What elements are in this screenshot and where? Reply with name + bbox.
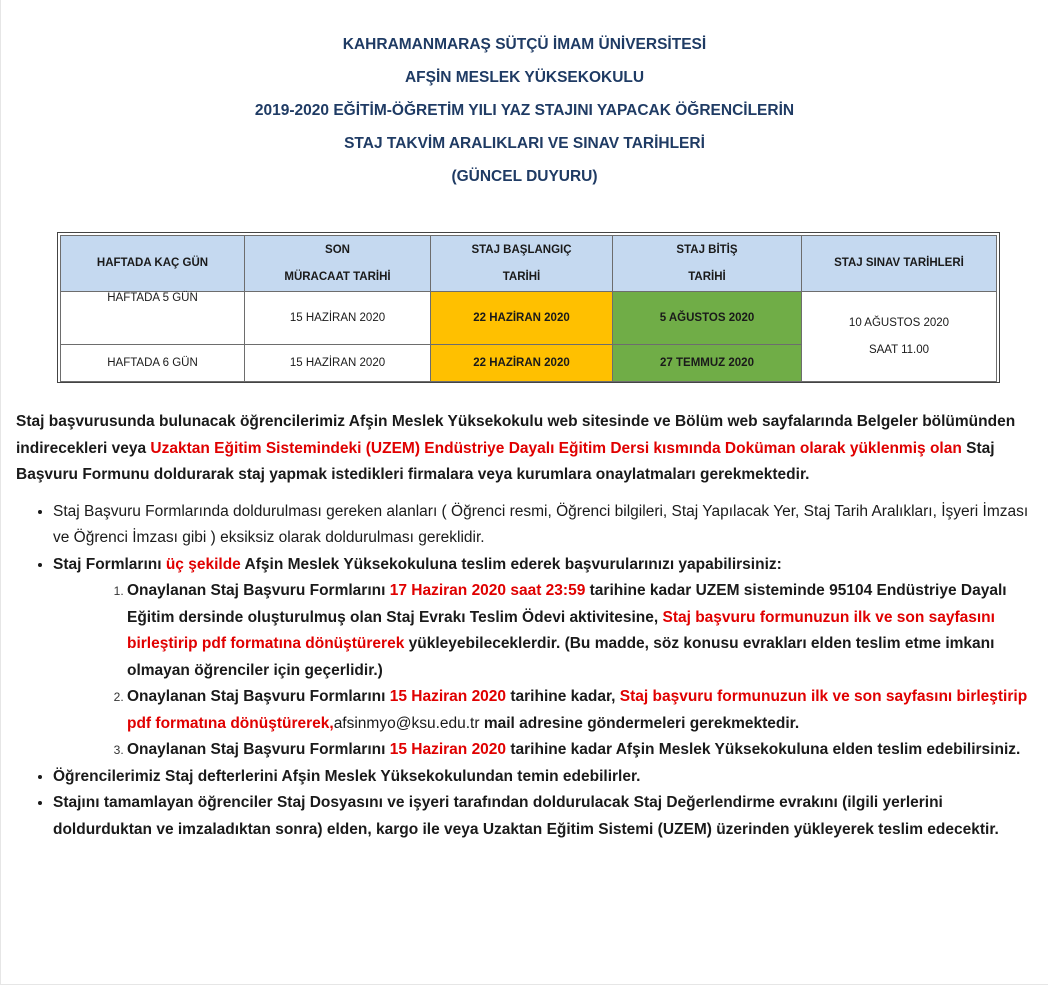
logbook-text: Öğrencilerimiz Staj defterlerini Afşin Meslek Yüksekokulundan temin edebilirler. (53, 767, 641, 785)
cell-deadline: 15 HAZİRAN 2020 (245, 292, 431, 345)
header-label: STAJ BAŞLANGIÇ (471, 243, 572, 256)
header-label: HAFTADA KAÇ GÜN (96, 257, 209, 269)
header-label: SON (325, 243, 350, 256)
intro-paragraph (16, 409, 1041, 489)
email-address[interactable]: afsinmyo@ksu.edu.tr (333, 714, 480, 732)
cell-days: HAFTADA 6 GÜN (61, 345, 245, 382)
list-item (53, 499, 1041, 552)
announcement-body (16, 409, 1041, 843)
cell-start-date: 22 HAZİRAN 2020 (431, 345, 613, 382)
list-item (127, 684, 1041, 737)
schedule-table-frame (57, 232, 1000, 383)
header-label: TARİHİ (688, 270, 726, 283)
cell-end-date: 27 TEMMUZ 2020 (613, 345, 802, 382)
cell-deadline: 15 HAZİRAN 2020 (245, 345, 431, 382)
announcement-title-line2: STAJ TAKVİM ARALIKLARI VE SINAV TARİHLERİ (344, 135, 705, 152)
exam-time: SAAT 11.00 (868, 343, 930, 356)
cell-start-date: 22 HAZİRAN 2020 (431, 292, 613, 345)
submission-methods-list (53, 578, 1041, 764)
instruction-list (16, 499, 1041, 844)
school-name: AFŞİN MESLEK YÜKSEKOKULU (404, 69, 645, 86)
method-deadline: 15 Haziran 2020 (389, 741, 507, 758)
header-days-per-week (61, 236, 245, 292)
intro-highlight: Uzaktan Eğitim Sistemindeki (UZEM) Endüstriye Dayalı Eğitim Dersi kısmında Doküman olarak yüklenmiş olan (150, 439, 962, 457)
required-fields-text: Staj Başvuru Formlarında doldurulması gereken alanları ( Öğrenci resmi, Öğrenci bilgileri, Staj Yapılacak Yer, Staj Tarih Aralıkları, İşyeri İmzası ve Öğrenci İmzası gibi ) eksiksiz olarak doldurulması gereklidir. (53, 502, 1029, 546)
announcement-title-line1: 2019-2020 EĞİTİM-ÖĞRETİM YILI YAZ STAJINI YAPACAK ÖĞRENCİLERİN (254, 102, 795, 119)
method-highlight: Staj başvuru formunuzun ilk ve son sayfasını birleştirip pdf formatına dönüştürerek, (127, 688, 1028, 732)
method-text: Onaylanan Staj Başvuru Formlarını (127, 741, 390, 758)
list-item (53, 790, 1041, 843)
method-deadline: 15 Haziran 2020 (389, 688, 507, 705)
method-text: yükleyebileceklerdir. (Bu madde, söz konusu evrakları elden teslim etme imkanı olmayan öğrenciler için geçerlidir.) (127, 635, 995, 679)
method-highlight: Staj başvuru formunuzun ilk ve son sayfasını birleştirip pdf formatına dönüştürerek (127, 608, 995, 652)
method-text: tarihine kadar, (506, 688, 620, 705)
method-text: tarihine kadar UZEM sisteminde 95104 Endüstriye Dayalı Eğitim dersinde oluşturulmuş olan Staj Evrakı Teslim Ödevi aktivitesine, (127, 582, 1007, 626)
method-deadline: 17 Haziran 2020 saat 23:59 (389, 582, 586, 599)
list-item (127, 737, 1041, 764)
method-text: Onaylanan Staj Başvuru Formlarını (127, 688, 390, 705)
header-end-date (613, 236, 802, 292)
cell-end-date: 5 AĞUSTOS 2020 (613, 292, 802, 345)
header-label: STAJ BİTİŞ (676, 243, 738, 256)
header-start-date (431, 236, 613, 292)
table-header-row (61, 236, 997, 292)
submission-text: Afşin Meslek Yüksekokuluna teslim ederek başvurularınızı yapabilirsiniz: (240, 555, 782, 573)
exam-date: 10 AĞUSTOS 2020 (848, 316, 950, 329)
cell-days: HAFTADA 5 GÜN (61, 292, 245, 345)
submission-highlight: üç şekilde (165, 555, 241, 573)
method-text: Onaylanan Staj Başvuru Formlarını (127, 582, 390, 599)
submission-text: Staj Formlarını (53, 555, 166, 573)
schedule-table (60, 235, 997, 382)
intro-text: Staj Başvuru Formunu doldurarak staj yapmak istedikleri firmalara veya kurumlara onaylatmaları gerekmektedir. (16, 439, 995, 483)
header-label: MÜRACAAT TARİHİ (284, 270, 391, 283)
header-application-deadline (245, 236, 431, 292)
list-item (53, 552, 1041, 764)
announcement-status: (GÜNCEL DUYURU) (451, 168, 598, 185)
list-item (127, 578, 1041, 684)
header-label: TARİHİ (502, 270, 541, 283)
university-name: KAHRAMANMARAŞ SÜTÇÜ İMAM ÜNİVERSİTESİ (342, 36, 707, 53)
header-label: STAJ SINAV TARİHLERİ (834, 257, 964, 269)
table-row (61, 292, 997, 345)
completion-text: Stajını tamamlayan öğrenciler Staj Dosyasını ve işyeri tarafından doldurulacak Staj Değerlendirme evrakını (ilgili yerlerini doldurduktan ve imzaladıktan sonra) elden, kargo ile veya Uzaktan Eğitim Sistemi (UZEM) üzerinden yükleyerek teslim edecektir. (53, 794, 999, 838)
method-text: mail adresine göndermeleri gerekmektedir. (479, 714, 800, 732)
announcement-header (0, 28, 1049, 193)
header-exam-dates (802, 236, 997, 292)
cell-exam-date (802, 292, 997, 382)
intro-text: Staj başvurusunda bulunacak öğrencilerimiz Afşin Meslek Yüksekokulu web sitesinde ve Bölüm web sayfalarında Belgeler bölümünden indirecekleri veya (16, 413, 1016, 457)
method-text: tarihine kadar Afşin Meslek Yüksekokuluna elden teslim edebilirsiniz. (506, 741, 1021, 758)
